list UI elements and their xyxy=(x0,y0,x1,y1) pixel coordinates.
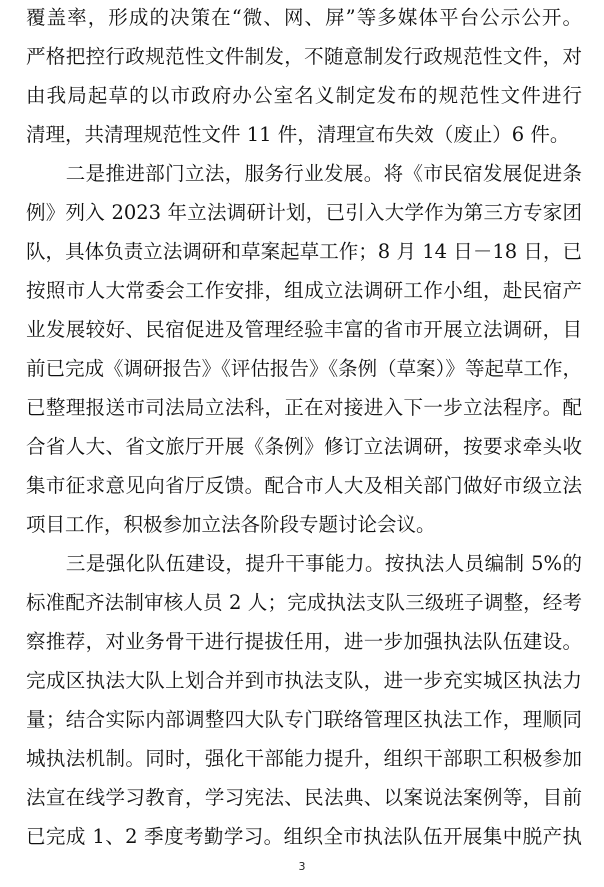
text-line: 前已完成《调研报告》《评估报告》《条例（草案）》等起草工作， xyxy=(26,357,582,380)
page-number: 3 xyxy=(298,860,306,873)
text-line: 合省人大、省文旅厅开展《条例》修订立法调研，按要求牵头收 xyxy=(26,435,582,458)
paragraph-start-line: 三是强化队伍建设，提升干事能力。按执法人员编制 5%的 xyxy=(26,552,582,575)
text-line: 按照市人大常委会工作安排，组成立法调研工作小组，赴民宿产 xyxy=(26,279,582,302)
text-line: 业发展较好、民宿促进及管理经验丰富的省市开展立法调研，目 xyxy=(26,318,582,341)
text-line: 例》列入 2023 年立法调研计划，已引入大学作为第三方专家团 xyxy=(26,201,582,224)
text-line: 队，具体负责立法调研和草案起草工作；8 月 14 日－18 日，已 xyxy=(26,240,582,263)
text-line: 集市征求意见向省厅反馈。配合市人大及相关部门做好市级立法 xyxy=(26,474,582,497)
text-line: 标准配齐法制审核人员 2 人；完成执法支队三级班子调整，经考 xyxy=(26,591,582,614)
text-line: 完成区执法大队上划合并到市执法支队，进一步充实城区执法力 xyxy=(26,669,582,692)
paragraph-start-line: 二是推进部门立法，服务行业发展。将《市民宿发展促进条 xyxy=(26,162,582,185)
text-line: 法宣在线学习教育，学习宪法、民法典、以案说法案例等，目前 xyxy=(26,786,582,809)
text-line: 清理，共清理规范性文件 11 件，清理宣布失效（废止）6 件。 xyxy=(26,123,570,146)
text-line: 察推荐，对业务骨干进行提拔任用，进一步加强执法队伍建设。 xyxy=(26,630,582,653)
text-line: 由我局起草的以市政府办公室名义制定发布的规范性文件进行 xyxy=(26,84,582,107)
text-line: 已完成 1、2 季度考勤学习。组织全市执法队伍开展集中脱产执 xyxy=(26,825,582,848)
text-line: 量；结合实际内部调整四大队专门联络管理区执法工作，理顺同 xyxy=(26,708,582,731)
text-line: 已整理报送市司法局立法科，正在对接进入下一步立法程序。配 xyxy=(26,396,582,419)
text-line: 城执法机制。同时，强化干部能力提升，组织干部职工积极参加 xyxy=(26,747,582,770)
text-line: 覆盖率，形成的决策在“微、网、屏”等多媒体平台公示公开。 xyxy=(26,6,582,29)
text-line: 严格把控行政规范性文件制发，不随意制发行政规范性文件，对 xyxy=(26,45,582,68)
text-line: 项目工作，积极参加立法各阶段专题讨论会议。 xyxy=(26,513,436,536)
